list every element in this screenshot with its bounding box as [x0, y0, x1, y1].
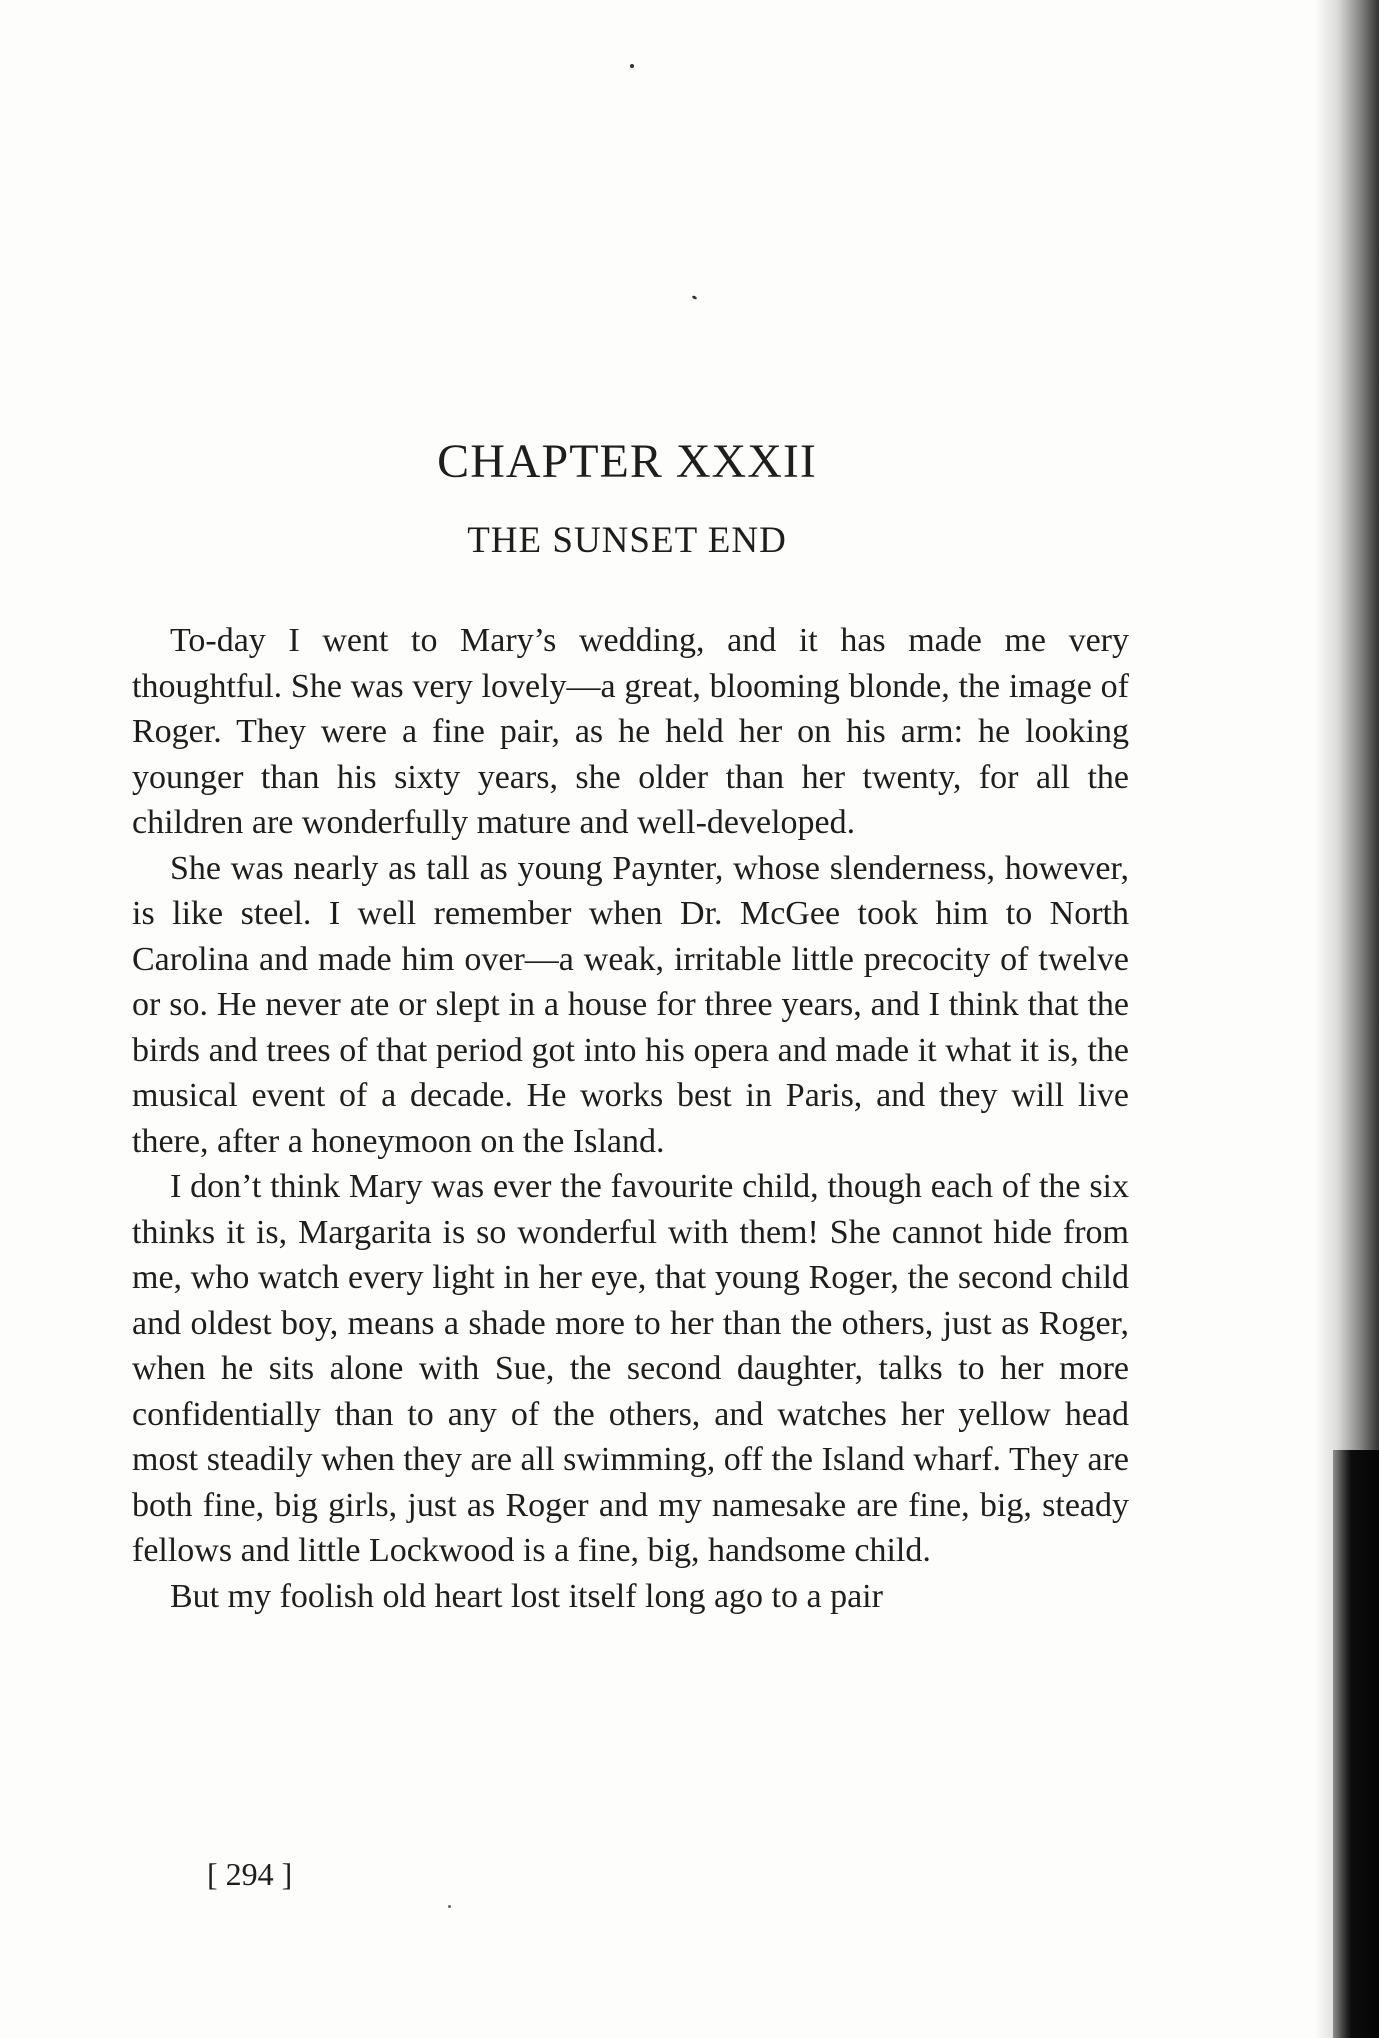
chapter-title: CHAPTER XXXII: [437, 435, 817, 488]
chapter-body: [132, 618, 1129, 1619]
ink-speck: [630, 64, 634, 68]
page-number: [ 294 ]: [207, 1856, 293, 1892]
paragraph: She was nearly as tall as young Paynter, whose slenderness, however, is like steel. I well remember when Dr. McGee took him to North Carolina and made him over—a weak, irritable little precocity of twelve or so. He never ate or slept in a house for three years, and I think that the birds and trees of that period got into his opera and made it what it is, the musical event of a decade. He works best in Paris, and they will live there, after a honeymoon on the Island.: [132, 849, 1129, 1160]
ink-speck: [448, 1905, 451, 1908]
paragraph: But my foolish old heart lost itself long ago to a pair: [170, 1577, 883, 1615]
ink-speck: [692, 295, 698, 300]
binding-edge: [1333, 1450, 1379, 2038]
paragraph: To-day I went to Mary’s wedding, and it has made me very thoughtful. She was very lovely—a great, blooming blonde, the image of Roger. They were a fine pair, as he held her on his arm: he looking younger than his sixty years, she older than her twenty, for all the children are wonderfully mature and well-developed.: [132, 622, 1129, 841]
paragraph: I don’t think Mary was ever the favourite child, though each of the six thinks it is, Margarita is so wonderful with them! She cannot hide from me, who watch every light in her eye, that young Roger, the second child and oldest boy, means a shade more to her than the others, just as Roger, when he sits alone with Sue, the second daughter, talks to her more confidentially than to any of the others, and watches her yellow head most steadily when they are all swimming, off the Island wharf. They are both fine, big girls, just as Roger and my namesake are fine, big, steady fellows and little Lockwood is a fine, big, handsome child.: [132, 1168, 1129, 1569]
chapter-subtitle: THE SUNSET END: [467, 520, 787, 561]
